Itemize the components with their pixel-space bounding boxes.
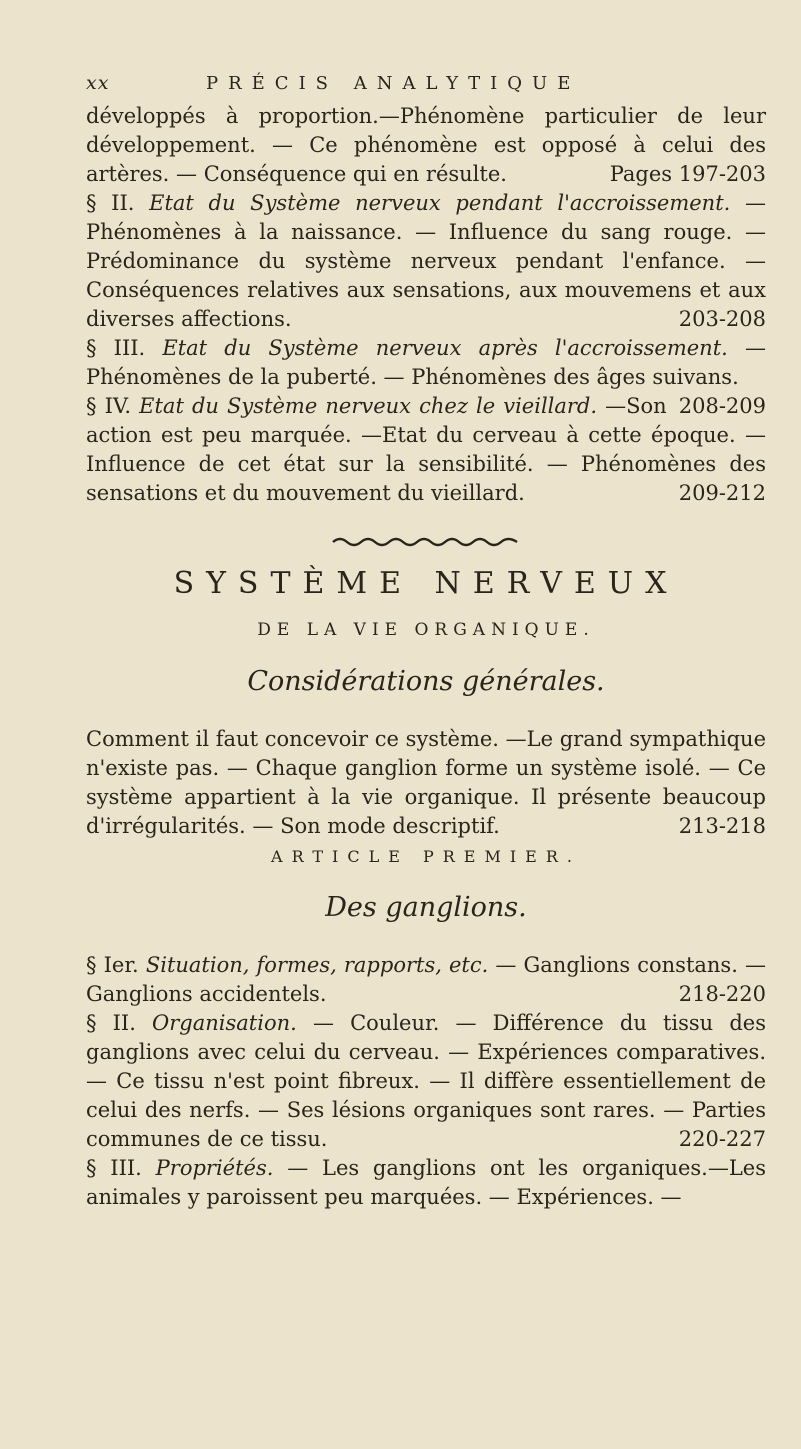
page-folio: xx (86, 72, 110, 94)
entry-text: — Les ganglions ont les organiques.—Les animales y paroissent peu marquées. — Expériences. — (86, 1156, 767, 1209)
entry-text: — Couleur. — Différence du tissu des ganglions avec celui du cerveau. — Expériences comparatives. — Ce tissu n'est point fibreux. — Il diffère essentiellement de celui des nerfs. — Ses lésions organiques sont rares. — Parties communes de ce tissu. (86, 1011, 766, 1151)
section-heading: Situation, formes, rapports, etc. (145, 953, 489, 977)
toc-entry-section-2 (86, 189, 766, 334)
decorative-rule-ornament (86, 534, 766, 550)
section-heading: Organisation. (152, 1011, 297, 1035)
toc-entry-ganglion-2 (86, 1009, 766, 1154)
entry-pages: 220-227 (678, 1127, 766, 1151)
section-number: § II. (86, 191, 135, 215)
section-heading: Etat du Système nerveux après l'accroissement. (162, 336, 728, 360)
entry-text: — Phénomènes de la puberté. — Phénomènes des âges suivans. (86, 336, 766, 389)
entry-pages: 218-220 (678, 982, 766, 1006)
toc-entry-continuation (86, 102, 766, 189)
section-number: § III. (86, 1156, 142, 1180)
entry-text: — Phénomènes à la naissance. — Influence du sang rouge. — Prédominance du système nerveux pendant l'enfance. — Conséquences relatives aux sensations, aux mouvemens et aux diverses affections. (86, 191, 766, 331)
section-heading: Etat du Système nerveux pendant l'accroissement. (149, 191, 731, 215)
main-title: SYSTÈME NERVEUX (173, 566, 679, 601)
entry-pages: 203-208 (678, 307, 766, 331)
section-number: § Ier. (86, 953, 139, 977)
entry-text: Comment il faut concevoir ce système. —Le grand sympathique n'existe pas. — Chaque ganglion forme un système isolé. — Ce système appartient à la vie organique. Il présente beaucoup d'irrégularités. — Son mode descriptif. (86, 727, 766, 838)
section-number: § IV. (86, 394, 132, 418)
sub-title: DE LA VIE ORGANIQUE. (257, 620, 595, 640)
entry-pages: Pages 197-203 (609, 162, 766, 186)
entry-pages: 208-209 (678, 394, 766, 418)
entry-text: —Son action est peu marquée. —Etat du cerveau à cette époque. — Influence de cet état sur la sensibilité. — Phénomènes des sensations et du mouvement du vieillard. (86, 394, 766, 505)
section-number: § II. (86, 1011, 136, 1035)
entry-pages: 209-212 (678, 481, 766, 505)
toc-entry-ganglion-3 (86, 1154, 766, 1212)
article-label: ARTICLE PREMIER. (271, 847, 581, 866)
entry-pages: 213-218 (678, 814, 766, 838)
general-considerations-heading: Considérations générales. (247, 666, 605, 697)
entry-text: — Ganglions constans. — Ganglions accidentels. (86, 953, 766, 1006)
running-head (86, 72, 766, 102)
section-heading: Propriétés. (155, 1156, 274, 1180)
book-page (86, 72, 766, 1212)
ganglions-heading: Des ganglions. (325, 892, 527, 923)
running-head-title: PRÉCIS ANALYTIQUE (206, 73, 581, 94)
section-heading: Etat du Système nerveux chez le vieillard. (139, 394, 598, 418)
toc-entry-ganglion-1 (86, 951, 766, 1009)
section-number: § III. (86, 336, 146, 360)
toc-entry-general (86, 725, 766, 841)
toc-entry-section-4 (86, 392, 766, 508)
entry-text: développés à proportion.—Phénomène particulier de leur développement. — Ce phénomène est opposé à celui des artères. — Conséquence qui en résulte. (86, 104, 766, 186)
